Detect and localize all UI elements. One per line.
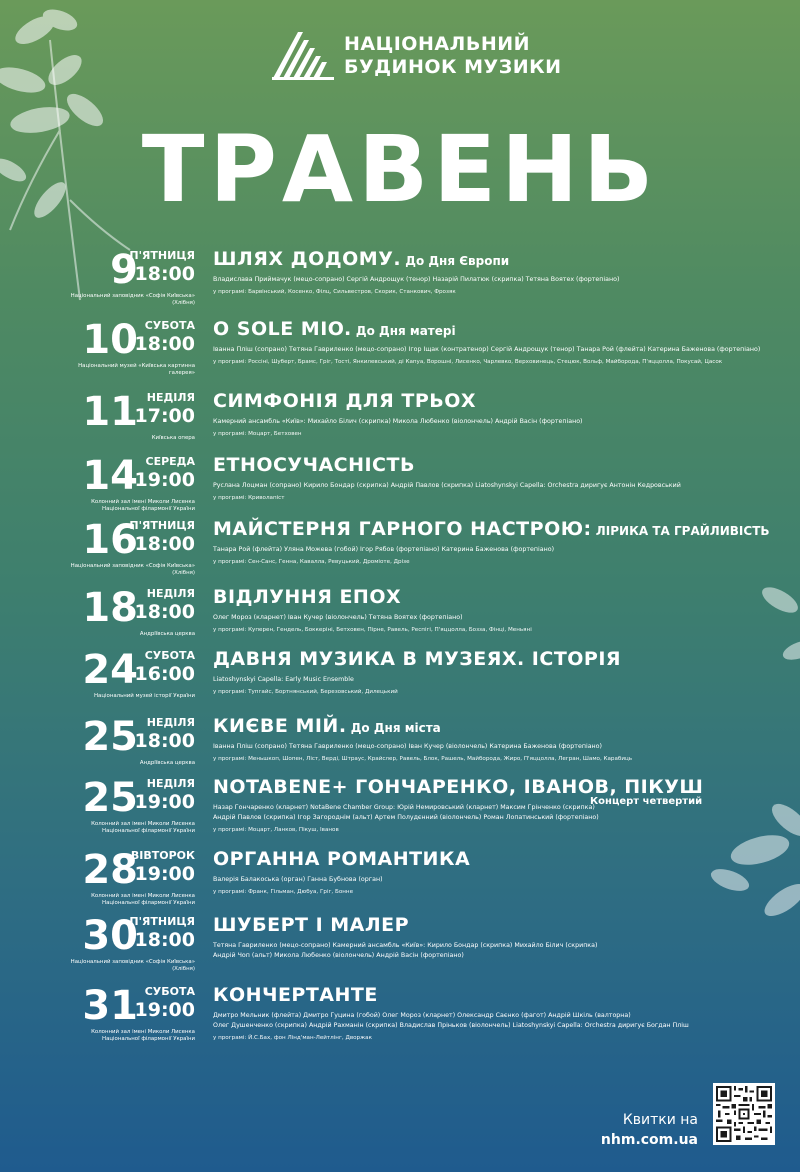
event-performers-line-2: Андрій Чоп (альт) Микола Любенко (віолончель) Андрій Васін (фортепіано) bbox=[213, 952, 464, 959]
event-weekday: СЕРЕДА bbox=[145, 455, 195, 468]
tickets-website-link[interactable]: nhm.com.ua bbox=[600, 1132, 698, 1148]
event-performers: Валерія Балакоська (орган) Ганна Бубнова (орган) bbox=[213, 876, 383, 883]
event-venue: Київська опера bbox=[151, 435, 195, 441]
logo-line-2: БУДИНОК МУЗИКИ bbox=[344, 56, 562, 78]
event-subtitle: До Дня матері bbox=[351, 324, 456, 338]
event-program: у програмі: Куперен, Гендель, Боккеріні, Бетховен, Пірне, Равель, Респігі, П'яццолла, Бозза, Фінці, Меньяні bbox=[213, 627, 532, 633]
event-day: 14 bbox=[82, 453, 138, 499]
event-title: ЕТНОСУЧАСНІСТЬ bbox=[213, 454, 415, 476]
event-program: у програмі: Россіні, Шуберт, Брамс, Гріг, Тості, Янкилевський, ді Капуа, Ворошні, Лисенко, Чарлевко, Верховинець, Стецюк, Вольф, Майборода, П'яццолла, Покусай, Цасок bbox=[213, 359, 723, 365]
event-program: у програмі: Франк, Гільман, Дюбуа, Гріг, Бонне bbox=[213, 889, 354, 895]
event-title: O SOLE MIO. bbox=[213, 318, 352, 340]
event-performers: Іванна Пліш (сопрано) Тетяна Гавриленко (мецо-сопрано) Іван Кучер (віолончель) Катерина Баженова (фортепіано) bbox=[213, 743, 602, 750]
event-venue: Колонний зал імені Миколи Лисенка Національної філармонії України bbox=[91, 821, 195, 834]
logo bbox=[272, 28, 562, 84]
event-weekday: НЕДІЛЯ bbox=[146, 777, 195, 790]
event-title: МАЙСТЕРНЯ ГАРНОГО НАСТРОЮ: bbox=[213, 518, 592, 540]
event-title: ШУБЕРТ І МАЛЕР bbox=[213, 914, 410, 936]
event-program: у програмі: Сен-Санс, Генна, Кавалла, Ревуцький, Дроміоте, Дрізе bbox=[213, 559, 410, 565]
event-venue: Національний музей «Київська картинна галерея» bbox=[78, 363, 195, 376]
qr-code-icon[interactable] bbox=[713, 1083, 775, 1145]
event-time: 17:00 bbox=[134, 405, 195, 427]
event-title: ШЛЯХ ДОДОМУ. bbox=[213, 248, 402, 270]
event-weekday: СУБОТА bbox=[144, 319, 195, 332]
event-venue: Національний заповідник «Софія Київська» (Хлібня) bbox=[70, 959, 195, 972]
event-subtitle: До Дня Європи bbox=[401, 254, 510, 268]
event-time: 19:00 bbox=[134, 791, 195, 813]
event-weekday: СУБОТА bbox=[144, 649, 195, 662]
event-program: у програмі: Меньшкоп, Шопен, Ліст, Верді, Штраус, Крайслер, Равель, Блок, Рашель, Майборода, Жиро, П'яццолла, Легран, Шамо, Карабиць bbox=[213, 756, 633, 762]
event-subtitle: ЛІРИКА ТА ГРАЙЛИВІСТЬ bbox=[591, 524, 770, 538]
event-weekday: П'ЯТНИЦЯ bbox=[129, 915, 195, 928]
event-time: 19:00 bbox=[134, 863, 195, 885]
event-day: 16 bbox=[82, 517, 138, 563]
event-title: ВІДЛУННЯ ЕПОХ bbox=[213, 586, 402, 608]
event-venue: Андріївська церква bbox=[139, 631, 195, 637]
event-day: 25 bbox=[82, 775, 138, 821]
event-weekday: НЕДІЛЯ bbox=[146, 391, 195, 404]
event-venue: Національний музей історії України bbox=[94, 693, 195, 699]
event-program: у програмі: Тупгайс, Бортнянський, Березовський, Дилецький bbox=[213, 689, 398, 695]
event-venue: Колонний зал імені Миколи Лисенка Національної філармонії України bbox=[91, 893, 195, 906]
event-program: у програмі: Криволапіст bbox=[213, 495, 285, 501]
event-day: 30 bbox=[82, 913, 138, 959]
event-day: 9 bbox=[110, 247, 138, 293]
event-performers: Владислава Приймачук (мецо-сопрано) Сергій Андрощук (тенор) Назарій Пилатюк (скрипка) Тетяна Воятех (фортепіано) bbox=[213, 276, 620, 283]
event-program: у програмі: Барвінський, Косенко, Філц, Сильвестров, Скорик, Станкович, Фрозяк bbox=[213, 289, 456, 295]
event-performers-line-2: Олег Душенченко (скрипка) Андрій Рахманін (скрипка) Владислав Пріньков (віолончель) Liatoshynskyi Capella: Orchestra диригує Богдан Пліш bbox=[213, 1022, 689, 1029]
event-weekday: П'ЯТНИЦЯ bbox=[129, 249, 195, 262]
event-performers: Тетяна Гавриленко (мецо-сопрано) Камерний ансамбль «Київ»: Кирило Бондар (скрипка) Михайло Білич (скрипка) bbox=[213, 942, 598, 949]
event-performers: Дмитро Мельник (флейта) Дмитро Гуцина (гобой) Олег Мороз (кларнет) Олександр Саєнко (фагот) Андрій Шкіль (валторна) bbox=[213, 1012, 631, 1019]
event-title: ДАВНЯ МУЗИКА В МУЗЕЯХ. ІСТОРІЯ bbox=[213, 648, 622, 670]
event-program: у програмі: Моцарт, Ланков, Пікуш, Іванов bbox=[213, 827, 339, 833]
event-subtitle: До Дня міста bbox=[346, 721, 441, 735]
event-program: у програмі: Й.С.Бах, фон Лінд'ман-Лейтлінг, Дворжак bbox=[213, 1035, 372, 1041]
event-performers: Камерний ансамбль «Київ»: Михайло Білич (скрипка) Микола Любенко (віолончель) Андрій Васін (фортепіано) bbox=[213, 418, 583, 425]
event-weekday: П'ЯТНИЦЯ bbox=[129, 519, 195, 532]
event-extra-note: Концерт четвертий bbox=[590, 796, 703, 807]
logo-mark-icon bbox=[272, 32, 334, 80]
event-day: 24 bbox=[82, 647, 138, 693]
event-time: 19:00 bbox=[134, 469, 195, 491]
event-day: 11 bbox=[82, 389, 138, 435]
event-time: 18:00 bbox=[134, 601, 195, 623]
event-title: ОРГАННА РОМАНТИКА bbox=[213, 848, 471, 870]
event-performers: Liatoshynskyi Capella: Early Music Ensemble bbox=[213, 676, 354, 683]
event-performers: Назар Гончаренко (кларнет) NotaBene Chamber Group: Юрій Немировський (кларнет) Максим Грінченко (скрипка) bbox=[213, 804, 595, 811]
event-title: СИМФОНІЯ ДЛЯ ТРЬОХ bbox=[213, 390, 477, 412]
logo-line-1: НАЦІОНАЛЬНИЙ bbox=[344, 33, 531, 55]
event-performers: Іванна Пліш (сопрано) Тетяна Гавриленко (мецо-сопрано) Ігор Іщак (контратенор) Сергій Андрощук (тенор) Танара Рой (флейта) Катерина Баженова (фортепіано) bbox=[213, 346, 761, 353]
event-venue: Колонний зал імені Миколи Лисенка Національної філармонії України bbox=[91, 1029, 195, 1042]
event-time: 18:00 bbox=[134, 333, 195, 355]
event-day: 28 bbox=[82, 847, 138, 893]
event-performers: Танара Рой (флейта) Уляна Можева (гобой) Ігор Рябов (фортепіано) Катерина Баженова (фортепіано) bbox=[213, 546, 555, 553]
month-title: ТРАВЕНЬ bbox=[141, 116, 659, 223]
event-venue: Андріївська церква bbox=[139, 760, 195, 766]
event-performers-line-2: Андрій Павлов (скрипка) Ігор Загороднім (альт) Артем Полудєнний (віолончель) Роман Лопатинський (фортепіано) bbox=[213, 814, 599, 821]
event-weekday: НЕДІЛЯ bbox=[146, 587, 195, 600]
event-title: NOTABENE+ ГОНЧАРЕНКО, ІВАНОВ, ПІКУШ bbox=[213, 776, 704, 798]
event-time: 18:00 bbox=[134, 263, 195, 285]
event-weekday: ВІВТОРОК bbox=[130, 849, 195, 862]
event-performers: Руслана Лоцман (сопрано) Кирило Бондар (скрипка) Андрій Павлов (скрипка) Liatoshynskyi Capella: Orchestra диригує Антонін Кедровський bbox=[213, 482, 681, 489]
event-title: КИЄВЕ МІЙ. bbox=[213, 715, 347, 737]
event-time: 18:00 bbox=[134, 929, 195, 951]
event-title: КОНЧЕРТАНТЕ bbox=[213, 984, 378, 1006]
event-venue: Національний заповідник «Софія Київська» (Хлібня) bbox=[70, 563, 195, 576]
tickets-info bbox=[601, 1110, 698, 1150]
event-program: у програмі: Моцарт, Бетховен bbox=[213, 431, 302, 437]
event-venue: Національний заповідник «Софія Київська» (Хлібня) bbox=[70, 293, 195, 306]
event-time: 16:00 bbox=[134, 663, 195, 685]
event-day: 10 bbox=[82, 317, 138, 363]
event-performers: Олег Мороз (кларнет) Іван Кучер (віолончель) Тетяна Воятех (фортепіано) bbox=[213, 614, 463, 621]
tickets-label: Квитки на bbox=[622, 1112, 698, 1128]
event-weekday: НЕДІЛЯ bbox=[146, 716, 195, 729]
event-time: 18:00 bbox=[134, 730, 195, 752]
event-day: 25 bbox=[82, 714, 138, 760]
event-weekday: СУБОТА bbox=[144, 985, 195, 998]
event-day: 31 bbox=[82, 983, 138, 1029]
event-time: 19:00 bbox=[134, 999, 195, 1021]
event-time: 18:00 bbox=[134, 533, 195, 555]
event-venue: Колонний зал імені Миколи Лисенка Національної філармонії України bbox=[91, 499, 195, 512]
event-day: 18 bbox=[82, 585, 138, 631]
